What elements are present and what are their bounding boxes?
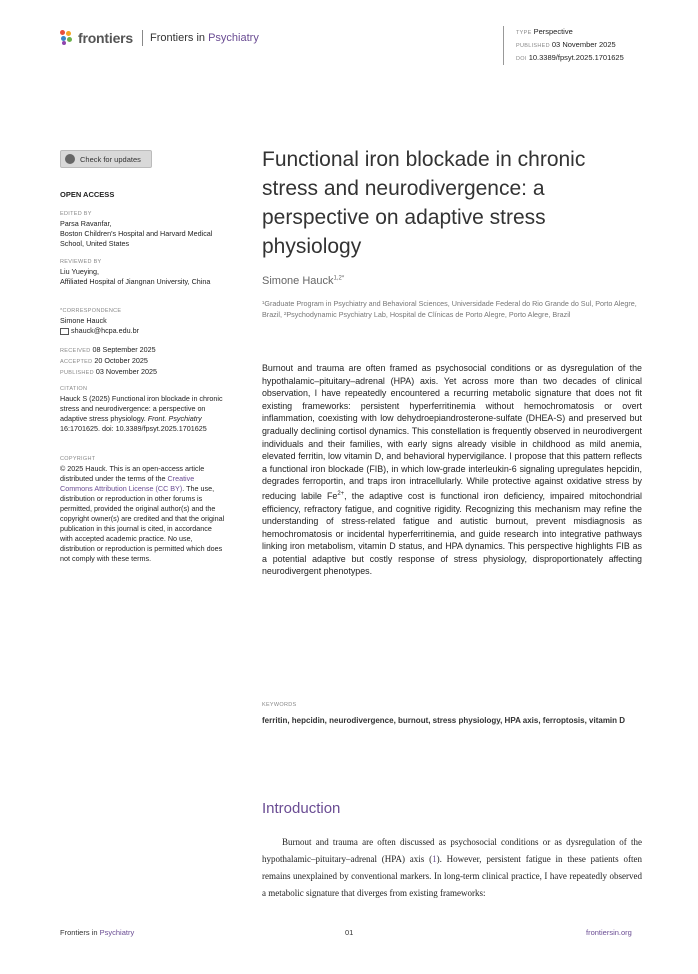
reviewed-by: REVIEWED BY Liu Yueying, Affiliated Hospital of Jiangnan University, China [60, 259, 211, 286]
article-doi: DOI 10.3389/fpsyt.2025.1701625 [516, 53, 624, 62]
footer-site-link[interactable]: frontiersin.org [586, 928, 632, 937]
journal-title: Frontiers in Psychiatry [150, 32, 259, 44]
corr-email[interactable]: shauck@hcpa.edu.br [60, 326, 230, 336]
introduction-heading: Introduction [262, 800, 341, 817]
frontiers-logo[interactable] [60, 30, 259, 46]
published-date: PUBLISHED 03 November 2025 [60, 367, 158, 376]
abstract: Burnout and trauma are often framed as psychosocial conditions or as dysregulation of the hypothalamic–pituitary–adrenal (HPA) axis. Yet across more than two decades of clinical observation, I have repeatedly encountered a recurring metabolic signature that does not fit existing frameworks: persistent hyperferritinemia without hemochromatosis or overt inflammation, coexisting with low dehydroepiandrosterone-sulfate (DHEA-S) and preserved but gradually declining cortisol dynamics. This constellation is frequently observed in neurodivergent individuals and their families, with early signs already visible in childhood as mild anemia, elevated ferritin, low vitamin D, and behavioral hypervigilance. I propose that this pattern reflects a functional iron blockade (FIB), in which low-grade interleukin-6 signaling upregulates hepcidin, degrades ferroportin, and traps iron intracellularly. While protective against oxidative stress by reducing labile $Fe^{2+}$, the adaptive cost is functional iron deficiency, impaired mitochondrial efficiency, refractory fatigue, and cognitive rigidity. Recognizing this mechanism may refine the understanding of stress-related fatigue and autistic burnout, prevent misdiagnosis as hemochromatosis or incidental hyperferritinemia, and guide research into integrative pathways linking iron metabolism, vitamin D status, and HPA dynamics. This perspective highlights FIB as a potential adaptive but costly response of stress physiology, disproportionately affecting neurodivergent phenotypes. [262, 363, 642, 577]
keywords-label: KEYWORDS [262, 702, 297, 708]
page-number: 01 [345, 928, 354, 937]
introduction-text: Burnout and trauma are often discussed as psychosocial conditions or as dysregulation of the hypothalamic–pituitary–adrenal (HPA) axis (1). However, persistent fatigue in these patients often remains unexplained by conventional markers. In long-term clinical practice, I have repeatedly observed a metabolic signature that diverges from existing frameworks: [262, 837, 642, 898]
article-title: Functional iron blockade in chronic stress and neurodivergence: a perspective on adaptive stress physiology [262, 148, 586, 258]
open-access-label: OPEN ACCESS [60, 190, 115, 199]
mail-icon [60, 328, 69, 335]
brand-name: frontiers [78, 30, 133, 46]
article-type: TYPE Perspective [516, 27, 573, 36]
edited-by: EDITED BY Parsa Ravanfar, Boston Children's Hospital and Harvard Medical School, United States [60, 211, 213, 248]
correspondence: *CORRESPONDENCE Simone Hauck shauck@hcpa.edu.br [60, 306, 230, 336]
cc-by-link[interactable]: Creative Commons Attribution License (CC BY) [60, 474, 195, 493]
received-date: RECEIVED 08 September 2025 [60, 345, 156, 354]
citation: CITATION Hauck S (2025) Functional iron blockade in chronic stress and neurodivergence: a perspective on adaptive stress physiology. Front. Psychiatry 16:1701625. doi: 10.3389/fpsyt.2025.1701625 [60, 386, 223, 433]
dates [60, 345, 230, 378]
check-for-updates-button[interactable]: Check for updates [60, 150, 152, 168]
author-name[interactable]: Simone Hauck$^{1,2*}$ [262, 275, 345, 287]
copyright: COPYRIGHT © 2025 Hauck. This is an open-access article distributed under the terms of the Creative Commons Attribution License (CC BY). The use, distribution or reproduction in other forums is permitted, provided the original author(s) and the copyright owner(s) are credited and that the original publication in this journal is cited, in accordance with accepted academic practice. No use, distribution or reproduction is permitted which does not comply with these terms. [60, 456, 225, 563]
article-published: PUBLISHED 03 November 2025 [516, 40, 616, 49]
footer-journal: Frontiers in Psychiatry [60, 928, 135, 937]
header-divider [142, 30, 143, 46]
affiliations: ¹Graduate Program in Psychiatry and Behavioral Sciences, Universidade Federal do Rio Grande do Sul, Porto Alegre, Brazil, ²Psychodynamic Psychiatry Lab, Hospital de Clínicas de Porto Alegre, Porto Alegre, Brazil [262, 299, 637, 319]
accepted-date: ACCEPTED 20 October 2025 [60, 356, 148, 365]
reference-link[interactable]: 1 [432, 854, 437, 864]
check-updates-icon [65, 154, 75, 164]
article-meta [503, 26, 624, 65]
frontiers-logo-icon [60, 30, 74, 46]
keywords: ferritin, hepcidin, neurodivergence, burnout, stress physiology, HPA axis, ferroptosis, vitamin D [262, 716, 626, 725]
